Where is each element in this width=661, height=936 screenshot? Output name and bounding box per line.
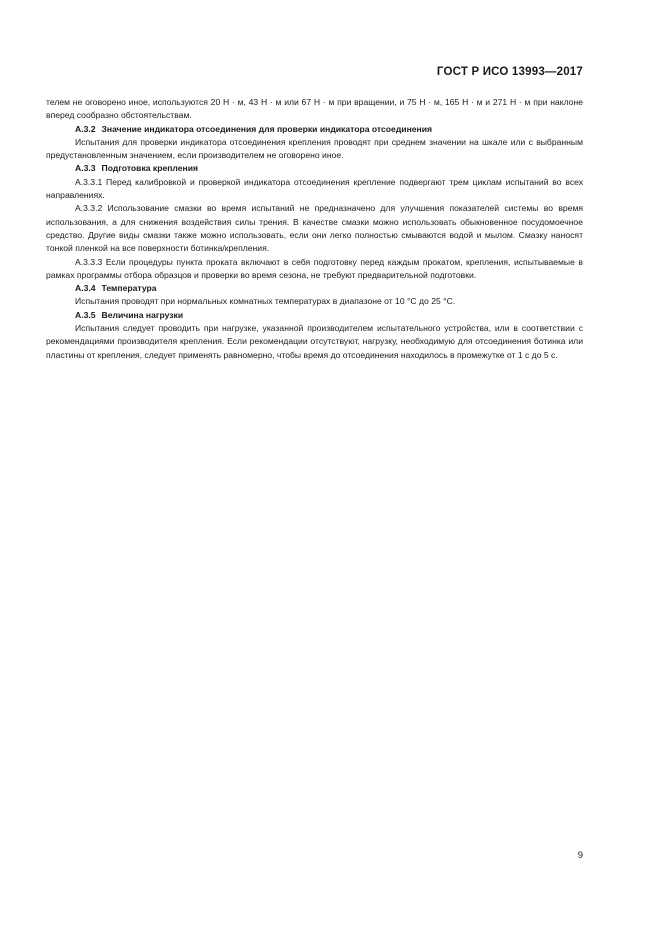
- heading-number: А.3.2: [75, 123, 96, 134]
- paragraph-intro: телем не оговорено иное, используются 20 Н · м, 43 Н · м или 67 Н · м при вращении, и 75 Н · м, 165 Н · м и 271 Н · м при наклоне вперед сообразно обстоятельствам.: [46, 97, 583, 121]
- heading-title: Температура: [101, 283, 157, 294]
- heading-title: Подготовка крепления: [101, 163, 199, 174]
- paragraph-a-3-5: Испытания следует проводить при нагрузке, указанной производителем испытательного устройства, или в соответствии с рекомендациями производителя крепления. Если рекомендации отсутствуют, нагрузку, необходимую для отсоединения ботинка или пластины от крепления, следует применять равномерно, чтобы время до отсоединения находилось в промежутке от 1 с до 5 с.: [46, 323, 583, 360]
- heading-number: А.3.4: [75, 283, 96, 294]
- paragraph-a-3-4: Испытания проводят при нормальных комнатных температурах в диапазоне от 10 °С до 25 °С.: [75, 296, 456, 307]
- heading-title: Значение индикатора отсоединения для проверки индикатора отсоединения: [101, 123, 433, 134]
- heading-number: А.3.3: [75, 163, 96, 174]
- heading-a-3-3: [46, 162, 583, 175]
- page-number: 9: [577, 850, 583, 861]
- heading-number: А.3.5: [75, 309, 96, 320]
- paragraph-a-3-3-1: А.3.3.1 Перед калибровкой и проверкой индикатора отсоединения крепление подвергают трем циклам испытаний во всех направлениях.: [46, 176, 583, 201]
- heading-a-3-5: [46, 309, 583, 322]
- heading-title: Величина нагрузки: [101, 309, 184, 320]
- heading-a-3-4: [46, 282, 583, 295]
- heading-a-3-2: [46, 123, 583, 136]
- page-header-standard: ГОСТ Р ИСО 13993—2017: [436, 66, 583, 78]
- paragraph-a-3-2: Испытания для проверки индикатора отсоединения крепления проводят при среднем значении на шкале или с выбранным предустановленным значением, если производителем не оговорено иное.: [46, 136, 583, 161]
- paragraph-a-3-3-3: А.3.3.3 Если процедуры пункта проката включают в себя подготовку перед каждым прокатом, крепления, испытываемые в рамках программы отбора образцов и проверки во время сезона, не требуют предварительной подготовки.: [46, 256, 583, 280]
- document-body: [46, 96, 583, 362]
- paragraph-a-3-3-2: А.3.3.2 Использование смазки во время испытаний не предназначено для улучшения показателей системы во время использования, а для снижения воздействия силы трения. В качестве смазки можно использовать обыкновенное посудомоечное средство. Другие виды смазки также можно использовать, если они легко полностью смываются водой и мылом. Смазку наносят тонкой пленкой на все поверхности ботинка/крепления.: [46, 203, 583, 254]
